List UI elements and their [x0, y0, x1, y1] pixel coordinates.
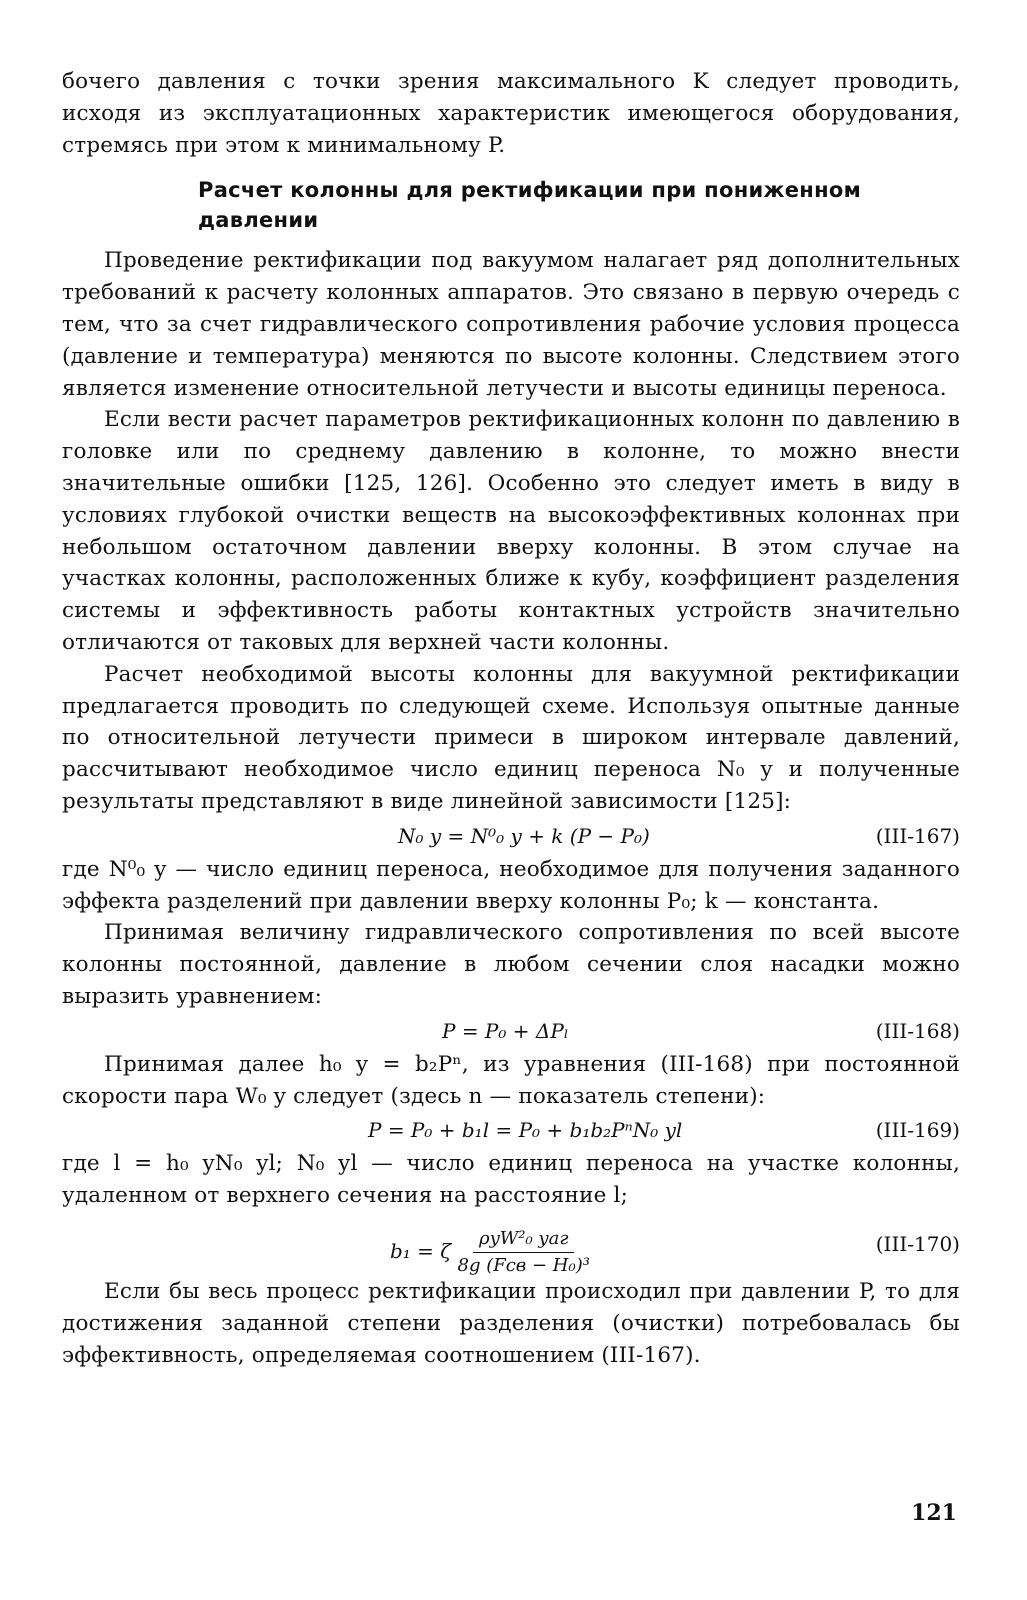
equation-168	[62, 1013, 960, 1049]
paragraph-where-2: где l = h₀ yN₀ yl; N₀ yl — число единиц переноса на участке колонны, удаленном от верхнего сечения на расстояние l;	[62, 1151, 960, 1209]
equation-number: (III-168)	[875, 1018, 960, 1043]
equation-167	[62, 818, 960, 854]
fraction-denominator: 8g (Fсв − H₀)³	[457, 1254, 590, 1276]
fraction-numerator: ρyW²₀ yaг	[473, 1226, 574, 1253]
paragraph-final: Если бы весь процесс ректификации происходил при давлении P, то для достижения заданной степени разделения (очистки) потребовалась бы эффективность, определяемая соотношением (III-167).	[62, 1278, 960, 1368]
paragraph-resistance: Принимая величину гидравлического сопротивления по всей высоте колонны постоянной, давление в любом сечении слоя насадки можно выразить уравнением:	[62, 920, 960, 1009]
equation-170	[62, 1212, 960, 1276]
paragraph-errors: Если вести расчет параметров ректификационных колонн по давлению в головке или по среднему давлению в колонне, то можно внести значительные ошибки [125, 126]. Особенно это следует иметь в виду в условиях глубокой очистки веществ на высокоэффективных колоннах при небольшом остаточном давлении вверху колонны. В этом случае на участках колонны, расположенных ближе к кубу, коэффициент разделения системы и эффективность работы контактных устройств значительно отличаются от таковых для верхней части колонны.	[62, 407, 960, 655]
paragraph-continuation: бочего давления с точки зрения максимального K следует проводить, исходя из эксплуатационных характеристик имеющегося оборудования, стремясь при этом к минимальному P.	[62, 69, 960, 158]
equation-169	[62, 1112, 960, 1148]
equation-number: (III-170)	[875, 1231, 960, 1256]
equation-lhs: b₁ = ζ	[390, 1238, 452, 1263]
paragraph-intro: Проведение ректификации под вакуумом налагает ряд дополнительных требований к расчету колонных аппаратов. Это связано в первую очередь с тем, что за счет гидравлического сопротивления рабочие условия процесса (давление и температура) меняются по высоте колонны. Следствием этого является изменение относительной летучести и высоты единицы переноса.	[62, 248, 960, 401]
paragraph-scheme: Расчет необходимой высоты колонны для вакуумной ректификации предлагается проводить по следующей схеме. Используя опытные данные по относительной летучести примеси в широком интервале давлений, рассчитывают необходимое число единиц переноса N₀ y и полученные результаты представляют в виде линейной зависимости [125]:	[62, 661, 960, 814]
equation-expression: N₀ y = N⁰₀ y + k (P − P₀)	[398, 823, 650, 848]
equation-expression: P = P₀ + b₁l = P₀ + b₁b₂PⁿN₀ yl	[368, 1118, 683, 1143]
section-heading: Расчет колонны для ректификации при пониженном давлении	[198, 178, 862, 233]
equation-expression	[390, 1226, 590, 1279]
paragraph-where-1: где N⁰₀ y — число единиц переноса, необходимое для получения заданного эффекта разделений при давлении вверху колонны P₀; k — константа.	[62, 856, 960, 914]
equation-number: (III-167)	[875, 823, 960, 848]
page-body	[62, 66, 960, 1371]
paragraph-further: Принимая далее h₀ y = b₂Pⁿ, из уравнения (III-168) при постоянной скорости пара W₀ y следует (здесь n — показатель степени):	[62, 1051, 960, 1109]
equation-expression: P = P₀ + ΔPₗ	[442, 1018, 569, 1043]
equation-number: (III-169)	[875, 1118, 960, 1143]
equation-fraction	[458, 1226, 590, 1279]
page-number: 121	[911, 1500, 957, 1526]
